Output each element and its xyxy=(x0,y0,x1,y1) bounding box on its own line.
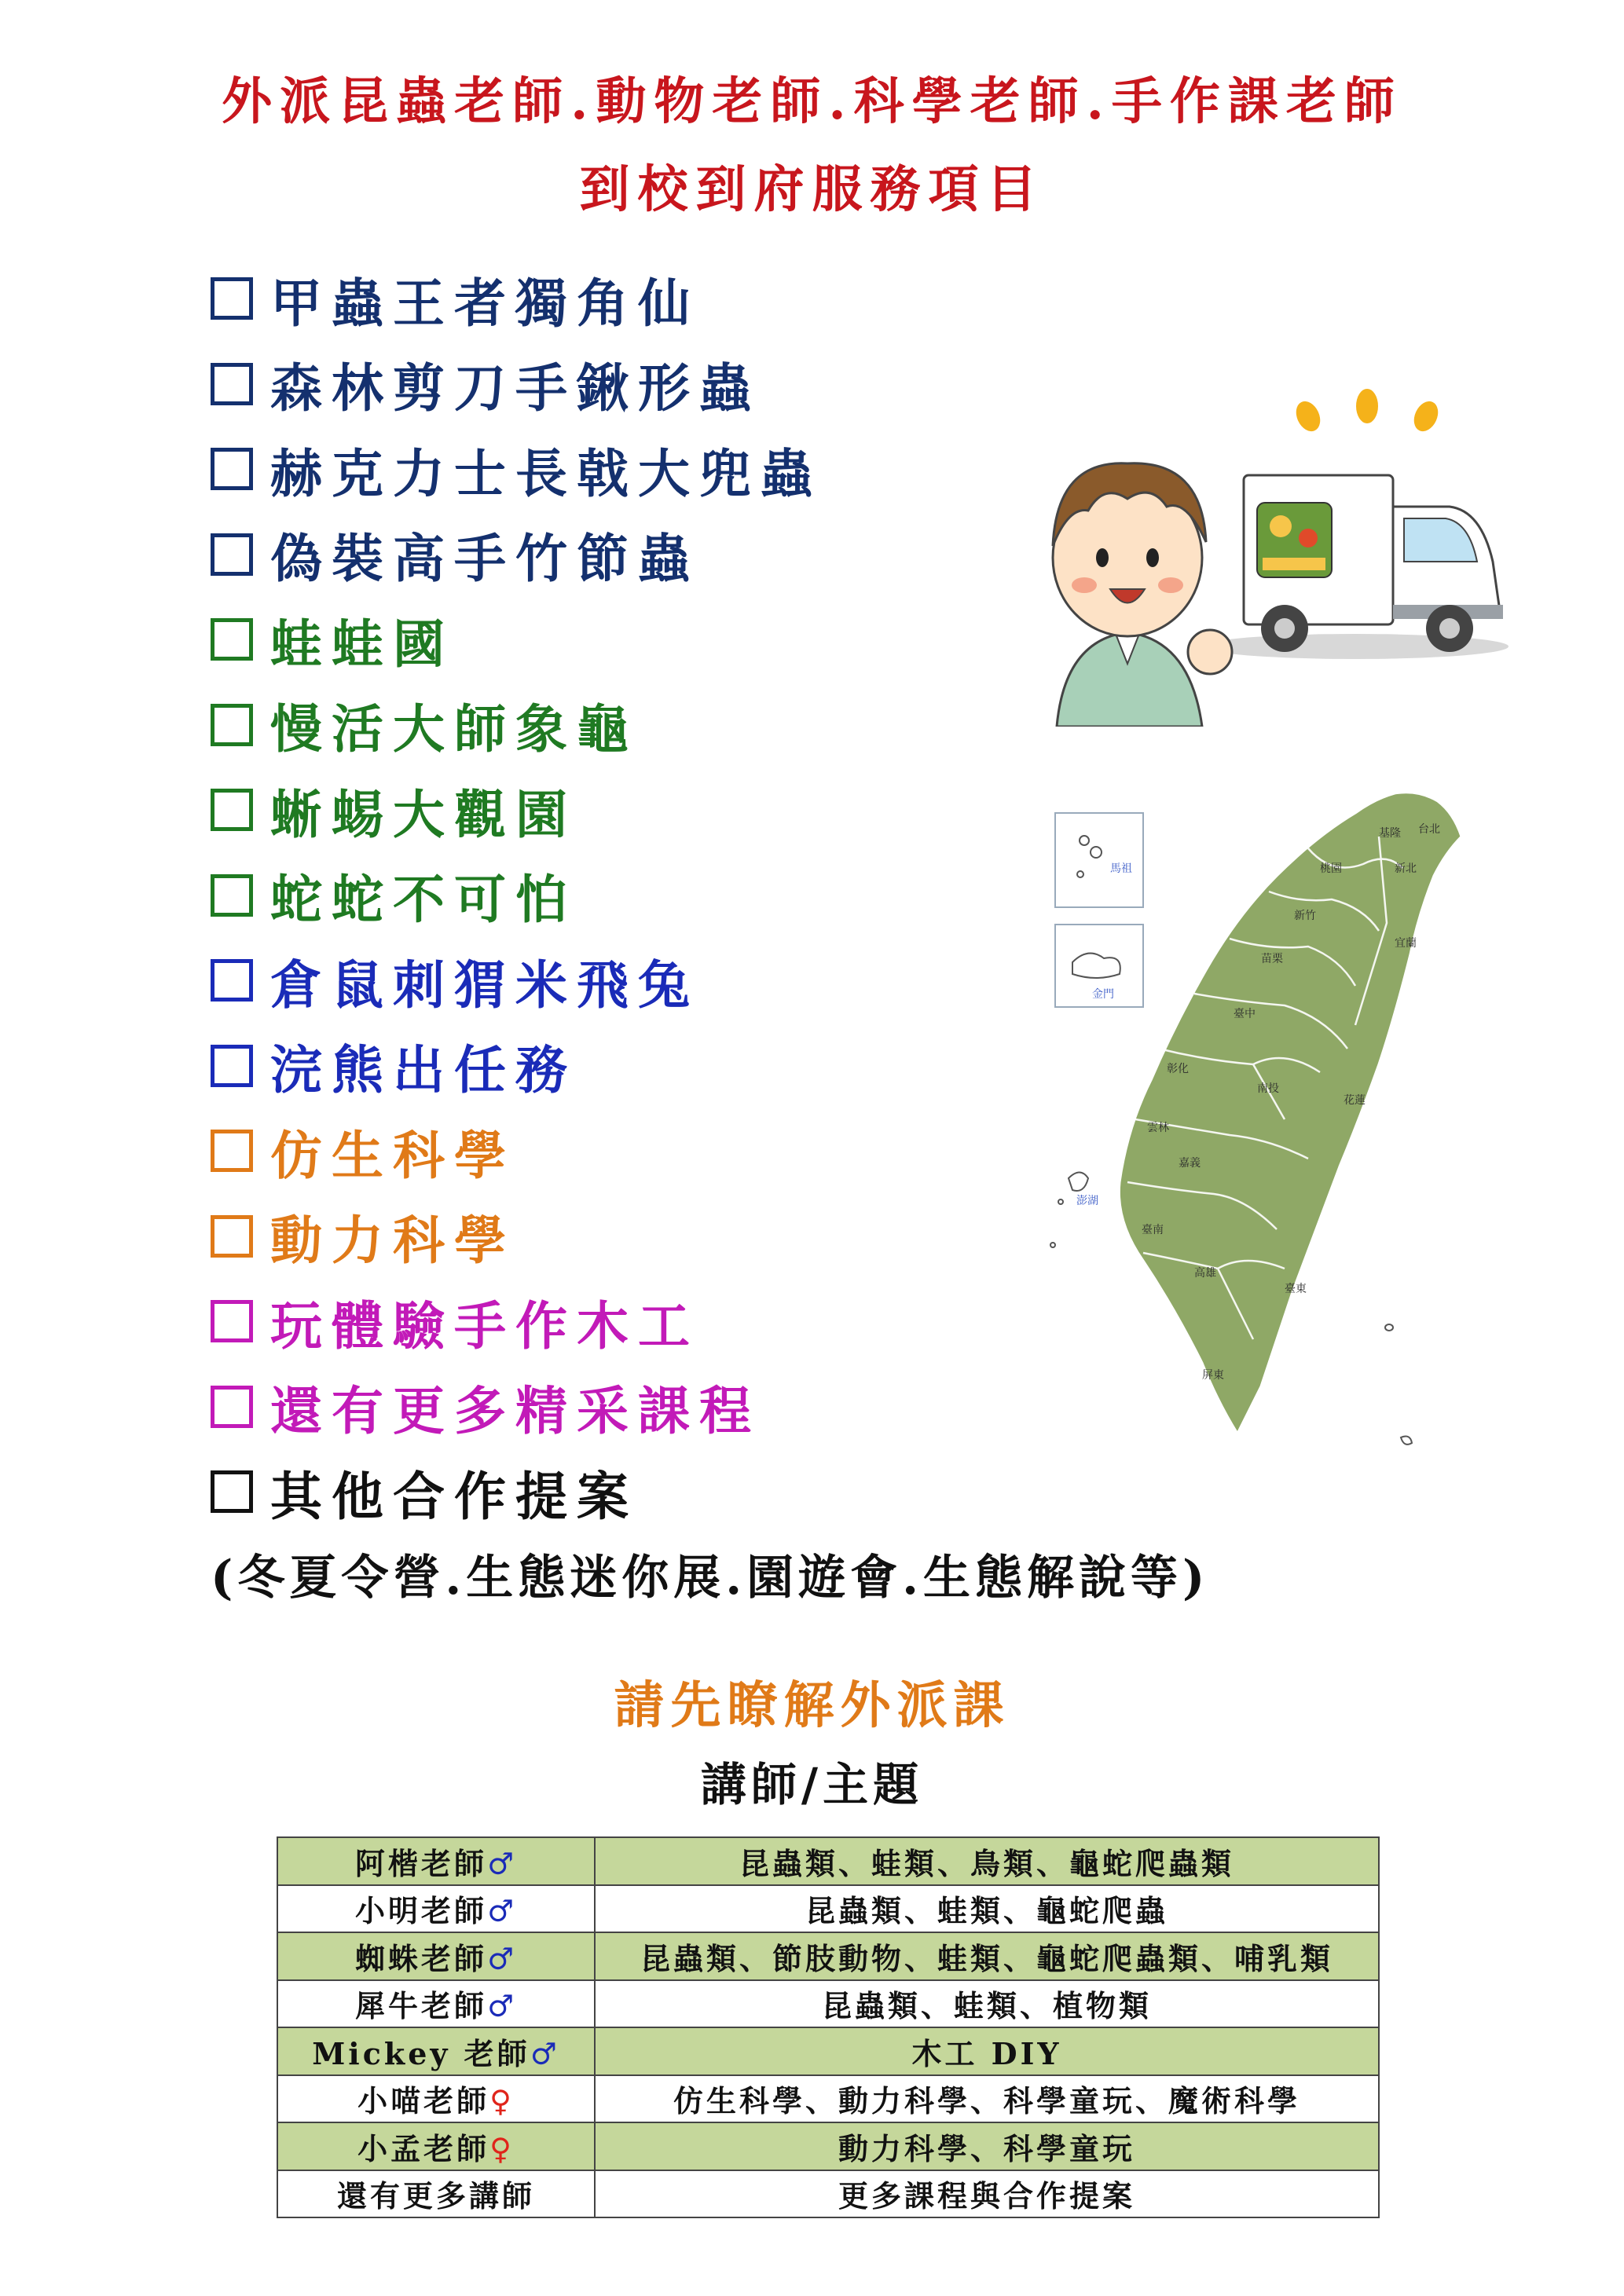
table-row xyxy=(277,2075,1379,2123)
teacher-name-cell xyxy=(277,2170,595,2218)
map-label-yunlin: 雲林 xyxy=(1147,1122,1169,1134)
teacher-name: 還有更多講師 xyxy=(336,2178,535,2214)
teacher-name-cell xyxy=(277,1885,595,1933)
teacher-topics: 木工 DIY xyxy=(595,2027,1379,2075)
map-label-changhua: 彰化 xyxy=(1167,1063,1189,1075)
checklist-item-label: 其他合作提案 xyxy=(270,1465,638,1527)
section-title: 請先瞭解外派課 xyxy=(614,1676,1010,1735)
section-subtitle: 講師/主題 xyxy=(700,1758,924,1811)
checklist-item-label: 倉鼠刺猬米飛兔 xyxy=(270,954,699,1016)
map-label-newtaipei: 新北 xyxy=(1395,862,1417,875)
checkbox[interactable] xyxy=(211,618,253,661)
table-row xyxy=(277,1980,1379,2028)
teacher-cartoon-icon xyxy=(1053,463,1232,727)
page-title: 外派昆蟲老師.動物老師.科學老師.手作課老師 xyxy=(222,72,1402,131)
checklist-item-label: 赫克力士長戟大兜蟲 xyxy=(270,442,822,504)
teacher-name: Mickey 老師 xyxy=(312,2035,530,2071)
checklist-item-label: 還有更多精采課程 xyxy=(270,1380,761,1442)
male-icon: ♂ xyxy=(530,2035,560,2071)
checkbox[interactable] xyxy=(211,874,253,917)
map-label-kaohsiung: 高雄 xyxy=(1194,1267,1216,1280)
table-row xyxy=(277,2027,1379,2075)
teacher-truck-illustration xyxy=(1041,381,1512,727)
teacher-name: 阿楷老師 xyxy=(354,1845,487,1881)
teacher-topics: 昆蟲類、蛙類、植物類 xyxy=(595,1980,1379,2028)
checkbox[interactable] xyxy=(211,1300,253,1342)
teacher-topics: 更多課程與合作提案 xyxy=(595,2170,1379,2218)
teacher-topics: 仿生科學、動力科學、科學童玩、魔術科學 xyxy=(595,2075,1379,2123)
map-label-pingtung: 屏東 xyxy=(1202,1369,1224,1382)
map-label-taoyuan: 桃園 xyxy=(1320,862,1342,875)
map-label-yilan: 宜蘭 xyxy=(1395,937,1417,950)
checkbox[interactable] xyxy=(211,1045,253,1087)
map-label-taitung: 臺東 xyxy=(1285,1283,1307,1295)
map-label-nantou: 南投 xyxy=(1257,1082,1279,1095)
teacher-name: 小喵老師 xyxy=(357,2083,490,2119)
teacher-topics: 昆蟲類、節肢動物、蛙類、龜蛇爬蟲類、哺乳類 xyxy=(595,1932,1379,1980)
checklist-item-label: 蛇蛇不可怕 xyxy=(270,869,577,931)
taiwan-map xyxy=(1049,789,1520,1496)
male-icon: ♂ xyxy=(486,1845,518,1881)
checkbox[interactable] xyxy=(211,1386,253,1428)
teacher-name-cell xyxy=(277,2027,595,2075)
checkbox[interactable] xyxy=(211,277,253,320)
penghu-islands xyxy=(1050,1173,1098,1248)
map-label-taichung: 臺中 xyxy=(1234,1008,1256,1020)
checklist-item-label: 蜥蜴大觀園 xyxy=(270,783,577,845)
map-label-tainan: 臺南 xyxy=(1142,1224,1164,1236)
checkbox[interactable] xyxy=(211,959,253,1002)
map-label-penghu: 澎湖 xyxy=(1076,1195,1098,1207)
checkbox[interactable] xyxy=(211,448,253,490)
teacher-name: 小明老師 xyxy=(354,1893,487,1929)
checkbox[interactable] xyxy=(211,1215,253,1258)
male-icon: ♂ xyxy=(486,1940,518,1976)
checklist-item-label: 浣熊出任務 xyxy=(270,1039,577,1101)
map-label-miaoli: 苗栗 xyxy=(1261,953,1283,965)
taiwan-main-island xyxy=(1119,793,1461,1434)
matsu-inset xyxy=(1055,813,1143,907)
teacher-name: 小孟老師 xyxy=(357,2130,490,2166)
checklist-item-label: 偽裝高手竹節蟲 xyxy=(270,528,699,590)
map-label-matsu: 馬祖 xyxy=(1110,862,1132,875)
map-label-kinmen: 金門 xyxy=(1092,988,1114,1001)
teacher-name: 犀牛老師 xyxy=(354,1988,487,2024)
table-row xyxy=(277,1885,1379,1933)
female-icon: ♀ xyxy=(489,2083,515,2119)
map-label-keelung: 基隆 xyxy=(1379,827,1401,840)
teacher-topics: 昆蟲類、蛙類、龜蛇爬蟲 xyxy=(595,1885,1379,1933)
checklist-item[interactable] xyxy=(211,256,1209,342)
checklist-item-label: 甲蟲王者獨角仙 xyxy=(270,272,699,334)
table-row xyxy=(277,2170,1379,2218)
map-label-chiayi: 嘉義 xyxy=(1179,1157,1201,1170)
map-label-hualien: 花蓮 xyxy=(1344,1094,1366,1107)
table-row xyxy=(277,1837,1379,1885)
other-proposals-note: (冬夏令營.生態迷你展.園遊會.生態解說等) xyxy=(211,1550,1210,1606)
checkbox[interactable] xyxy=(211,533,253,576)
teacher-name-cell xyxy=(277,1980,595,2028)
male-icon: ♂ xyxy=(486,1893,518,1929)
checklist-item-label: 蛙蛙國 xyxy=(270,613,454,675)
checklist-item-label: 森林剪刀手鍬形蟲 xyxy=(270,357,761,419)
kinmen-inset xyxy=(1055,925,1143,1007)
teacher-topics: 動力科學、科學童玩 xyxy=(595,2122,1379,2170)
teacher-name-cell xyxy=(277,1837,595,1885)
female-icon: ♀ xyxy=(489,2130,515,2166)
checkbox[interactable] xyxy=(211,363,253,405)
table-row xyxy=(277,2122,1379,2170)
teacher-name: 蜘蛛老師 xyxy=(354,1940,487,1976)
teachers-table xyxy=(277,1836,1380,2218)
map-label-hsinchu: 新竹 xyxy=(1294,910,1316,922)
checklist-item-label: 動力科學 xyxy=(270,1210,515,1272)
map-label-taipei: 台北 xyxy=(1418,823,1440,836)
checkbox[interactable] xyxy=(211,1470,253,1513)
teacher-name-cell xyxy=(277,2075,595,2123)
checkbox[interactable] xyxy=(211,789,253,831)
checklist-item-label: 慢活大師象龜 xyxy=(270,698,638,760)
checklist-item-label: 玩體驗手作木工 xyxy=(270,1294,699,1357)
truck-icon xyxy=(1202,475,1509,659)
page-subtitle: 到校到府服務項目 xyxy=(579,160,1045,219)
table-row xyxy=(277,1932,1379,1980)
teacher-topics: 昆蟲類、蛙類、鳥類、龜蛇爬蟲類 xyxy=(595,1837,1379,1885)
teacher-name-cell xyxy=(277,1932,595,1980)
checkbox[interactable] xyxy=(211,1130,253,1172)
teacher-name-cell xyxy=(277,2122,595,2170)
male-icon: ♂ xyxy=(486,1988,518,2024)
checklist-item-label: 仿生科學 xyxy=(270,1124,515,1186)
checkbox[interactable] xyxy=(211,704,253,746)
